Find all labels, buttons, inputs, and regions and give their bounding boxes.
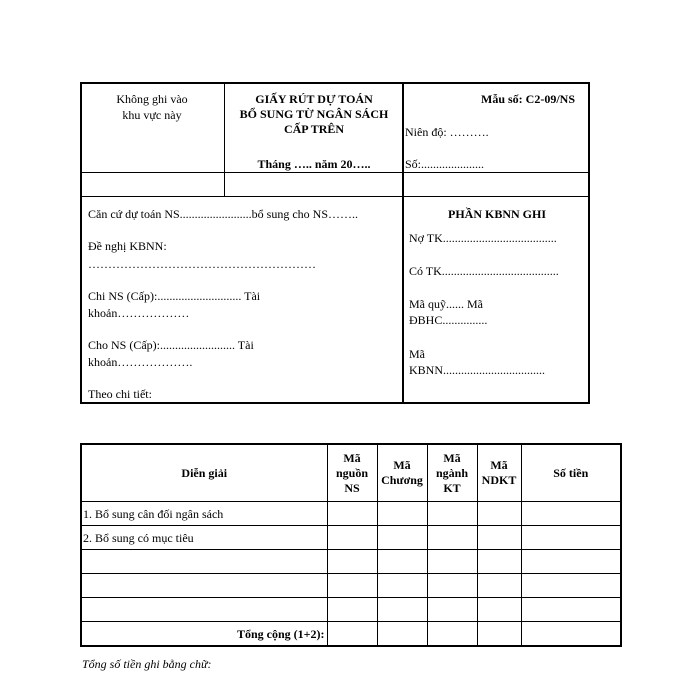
debit-account-field[interactable]: Nợ TK...................................... (409, 231, 557, 245)
cell[interactable] (327, 550, 377, 574)
cell[interactable] (427, 526, 477, 550)
cell[interactable] (377, 502, 427, 526)
amount-in-words-label: Tổng số tiền ghi bằng chữ: (82, 657, 212, 671)
total-row (81, 622, 621, 647)
form-title-line3: CẤP TRÊN (283, 122, 345, 136)
total-label: Tổng cộng (1+2): (81, 622, 327, 647)
fiscal-year-field[interactable]: Niên độ: ………. (405, 125, 489, 139)
details-label: Theo chi tiết: (88, 387, 152, 401)
kbnn-code-line1[interactable]: Mã (409, 347, 425, 361)
divider-horizontal-2 (81, 196, 589, 197)
header-source-code: Mã nguồn NS (327, 444, 377, 502)
cell[interactable] (477, 598, 521, 622)
cell[interactable] (521, 550, 621, 574)
form-title-line1: GIẤY RÚT DỰ TOÁN (255, 92, 373, 106)
cell[interactable] (477, 574, 521, 598)
cell[interactable] (477, 550, 521, 574)
table-row (81, 598, 621, 622)
cell[interactable] (427, 622, 477, 647)
cell[interactable] (377, 574, 427, 598)
form-code: Mẫu số: C2-09/NS (481, 92, 576, 106)
month-year-line: Tháng ….. năm 20….. (257, 157, 371, 171)
row-description: 1. Bổ sung cân đối ngân sách (81, 502, 327, 526)
divider-vertical-1 (224, 83, 225, 196)
cell[interactable] (377, 622, 427, 647)
table-row (81, 550, 621, 574)
request-kbnn-label: Đề nghị KBNN: (88, 239, 167, 253)
cell[interactable] (327, 598, 377, 622)
cell[interactable] (427, 502, 477, 526)
cell[interactable] (327, 622, 377, 647)
cell[interactable] (427, 550, 477, 574)
cell[interactable] (327, 526, 377, 550)
row-description[interactable] (81, 574, 327, 598)
row-description: 2. Bổ sung có mục tiêu (81, 526, 327, 550)
cell[interactable] (377, 598, 427, 622)
detail-table (80, 443, 622, 647)
header-amount: Số tiền (521, 444, 621, 502)
request-kbnn-field[interactable]: ………………………………………………… (88, 257, 316, 271)
cell[interactable] (427, 574, 477, 598)
cell[interactable] (521, 598, 621, 622)
total-amount-cell[interactable] (521, 622, 621, 647)
cell[interactable] (377, 526, 427, 550)
divider-vertical-2 (402, 83, 404, 403)
cell[interactable] (477, 526, 521, 550)
header-sector-code: Mã ngành KT (427, 444, 477, 502)
no-write-note-line2: khu vực này (122, 108, 182, 122)
fund-code-line1[interactable]: Mã quỹ...... Mã (409, 297, 483, 311)
table-row (81, 526, 621, 550)
fund-code-line2[interactable]: ĐBHC............... (409, 313, 488, 327)
receiving-budget-line2[interactable]: khoản………………. (88, 355, 193, 369)
spending-budget-line1[interactable]: Chi NS (Cấp):............................ Tài (88, 289, 261, 303)
header-description: Diễn giải (81, 444, 327, 502)
form-title-line2: BỔ SUNG TỪ NGÂN SÁCH (239, 107, 389, 121)
header-content-code: Mã NDKT (477, 444, 521, 502)
divider-horizontal-1 (81, 172, 589, 173)
table-row (81, 502, 621, 526)
cell[interactable] (427, 598, 477, 622)
cell[interactable] (521, 526, 621, 550)
no-write-note-line1: Không ghi vào (116, 92, 188, 106)
row-description[interactable] (81, 598, 327, 622)
budget-basis-field[interactable]: Căn cứ dự toán NS........................bổ sung cho NS…….. (88, 207, 358, 221)
kbnn-code-line2[interactable]: KBNN.................................. (409, 363, 546, 377)
table-row (81, 574, 621, 598)
cell[interactable] (521, 502, 621, 526)
spending-budget-line2[interactable]: khoản……………… (88, 306, 190, 320)
cell[interactable] (521, 574, 621, 598)
cell[interactable] (327, 502, 377, 526)
cell[interactable] (477, 622, 521, 647)
cell[interactable] (477, 502, 521, 526)
cell[interactable] (377, 550, 427, 574)
row-description[interactable] (81, 550, 327, 574)
document-number-field[interactable]: Số:..................... (405, 157, 485, 171)
header-chapter-code: Mã Chương (377, 444, 427, 502)
table-header-row (81, 444, 621, 502)
credit-account-field[interactable]: Có TK....................................... (409, 264, 559, 278)
receiving-budget-line1[interactable]: Cho NS (Cấp):......................... Tài (88, 338, 254, 352)
kbnn-section-heading: PHẦN KBNN GHI (447, 207, 546, 221)
cell[interactable] (327, 574, 377, 598)
